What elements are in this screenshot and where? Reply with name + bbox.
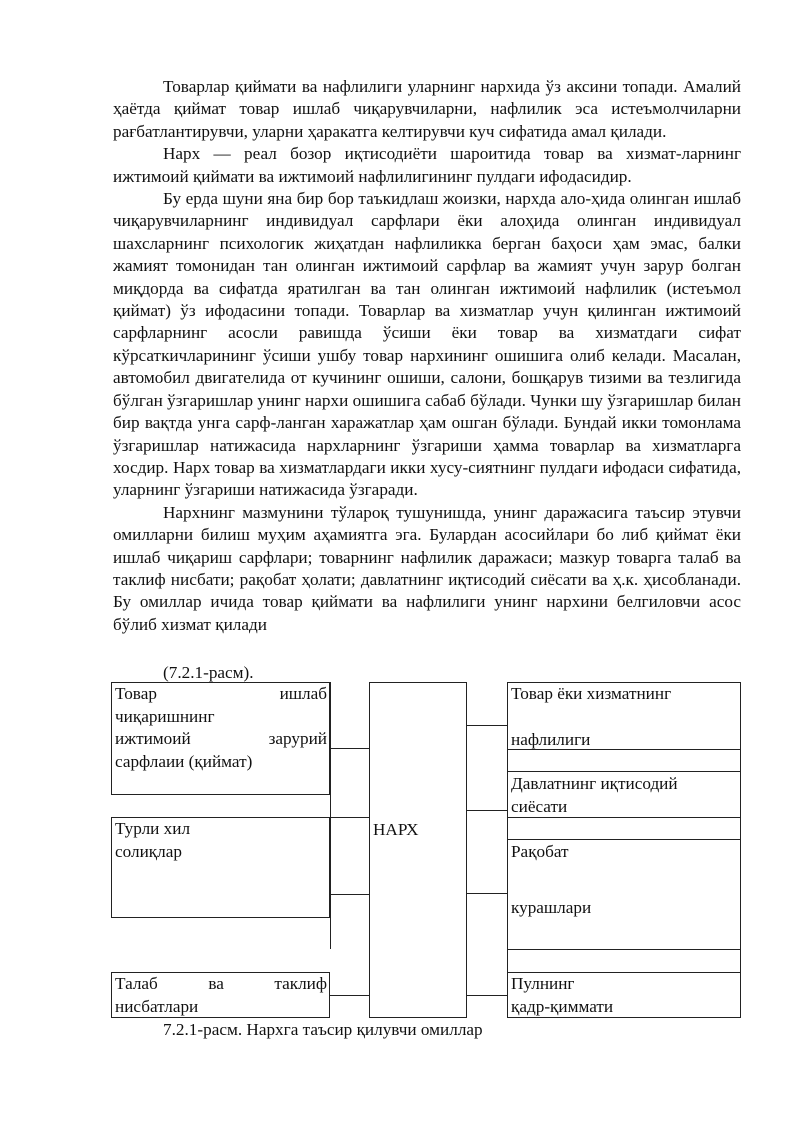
- connector-line: [467, 893, 507, 894]
- figure-caption: 7.2.1-расм. Нархга таъсир қилувчи омиллар: [163, 1020, 483, 1039]
- right-box-state-policy-text: Давлатнинг иқтисодий сиёсати: [511, 774, 678, 816]
- paragraph-3: Бу ерда шуни яна бир бор таъкидлаш жоизки, нархда ало-ҳида олинган ишлаб чиқарувчиларнинг индивидуал сарфлари ёки алоҳида олинган индивидуал шахсларнинг психологик жиҳатдан нафлиликка берган баҳоси ҳам эмас, балки жамият томонидан тан олинган ижтимоий сарфлар ва жамият учун зарур болган миқдорда ва сифатда яратилган ва тан олинган ижтимоий нафлилик (истеъмол қиймат) ўз ифодасини топади. Товарлар ва хизматлар учун қилинган ижтимоий сарфларнинг асосли равишда ўсиши ёки товар ва хизматдаги сифат кўрсаткичларининг ўсиши ушбу товар нархининг ошишига олиб келади. Масалан, автомобил двигателида от кучининг ошиши, салони, бошқарув тизими ва тезлигида бўлган ўзгаришлар унинг нархи ошишига сабаб бўлади. Чунки шу ўзгаришлар билан бир вақтда унга сарф-ланган харажатлар ҳам ошган бўлади. Бундай икки томонлама ўзгаришлар натижасида нархларнинг ўзгариши ҳамма товарлар ва хизматларга хосдир. Нарх товар ва хизматлардаги икки хусу-сиятнинг пулдаги ифодаси сифатида, уларнинг ўзгариши натижасида ўзгаради.: [113, 189, 741, 500]
- right-box-competition-text: Рақобат курашлари: [511, 842, 592, 917]
- paragraph-2: Нарх — реал бозор иқтисодиёти шароитида товар ва хизмат-ларнинг ижтимоий қиймати ва ижтимоий нафлилигининг пулдаги ифодасидир.: [113, 144, 741, 186]
- connector-line: [467, 725, 507, 726]
- connector-line: [330, 748, 369, 749]
- right-box-usefulness-text: Товар ёки хизматнинг нафлилиги: [511, 684, 672, 749]
- center-label-price: НАРХ: [373, 820, 419, 839]
- connector-line: [467, 810, 507, 811]
- figure-reference: (7.2.1-расм).: [163, 663, 254, 682]
- paragraph-1: Товарлар қиймати ва нафлилиги уларнинг нархида ўз аксини топади. Амалий ҳаётда қиймат товар ишлаб чиқарувчиларни, нафлилик эса истеъмолчиларни рағбатлантирувчи, уларни ҳаракатга келтирувчи куч сифатида амал қилади.: [113, 77, 741, 141]
- connector-line: [330, 894, 369, 895]
- left-box-supply-demand-text: Талаб ва таклиф нисбатлари: [115, 974, 327, 1016]
- right-box-spacer: [507, 817, 741, 840]
- paragraph-4: Нархнинг мазмунини тўлароқ тушунишда, унинг даражасига таъсир этувчи омилларни билиш муҳим аҳамиятга эга. Булардан асосийлари бо либ қиймат ёки ишлаб чиқариш сарфлари; товарнинг нафлилик даражаси; мазкур товарга талаб ва таклиф нисбати; рақобат ҳолати; давлатнинг иқтисодий сиёсати ва ҳ.к. ҳисобланади. Бу омиллар ичида товар қиймати ва нафлилиги унинг нархини белгиловчи асос бўлиб хизмат қилади: [113, 502, 741, 634]
- connector-line: [330, 995, 369, 996]
- left-box-production-costs-text: Товар ишлаб чиқаришнинг ижтимоий зарурий сарфлаии (қиймат): [115, 684, 327, 771]
- left-divider-line: [330, 682, 331, 949]
- body-text: [113, 76, 741, 636]
- right-box-money-value-text: Пулнинг қадр-қиммати: [511, 974, 614, 1016]
- left-box-taxes-text: Турли хил солиқлар: [115, 819, 191, 861]
- connector-line: [330, 817, 369, 818]
- connector-line: [467, 995, 507, 996]
- right-box-spacer: [507, 949, 741, 973]
- center-box-price: [369, 682, 467, 1018]
- right-box-spacer: [507, 749, 741, 772]
